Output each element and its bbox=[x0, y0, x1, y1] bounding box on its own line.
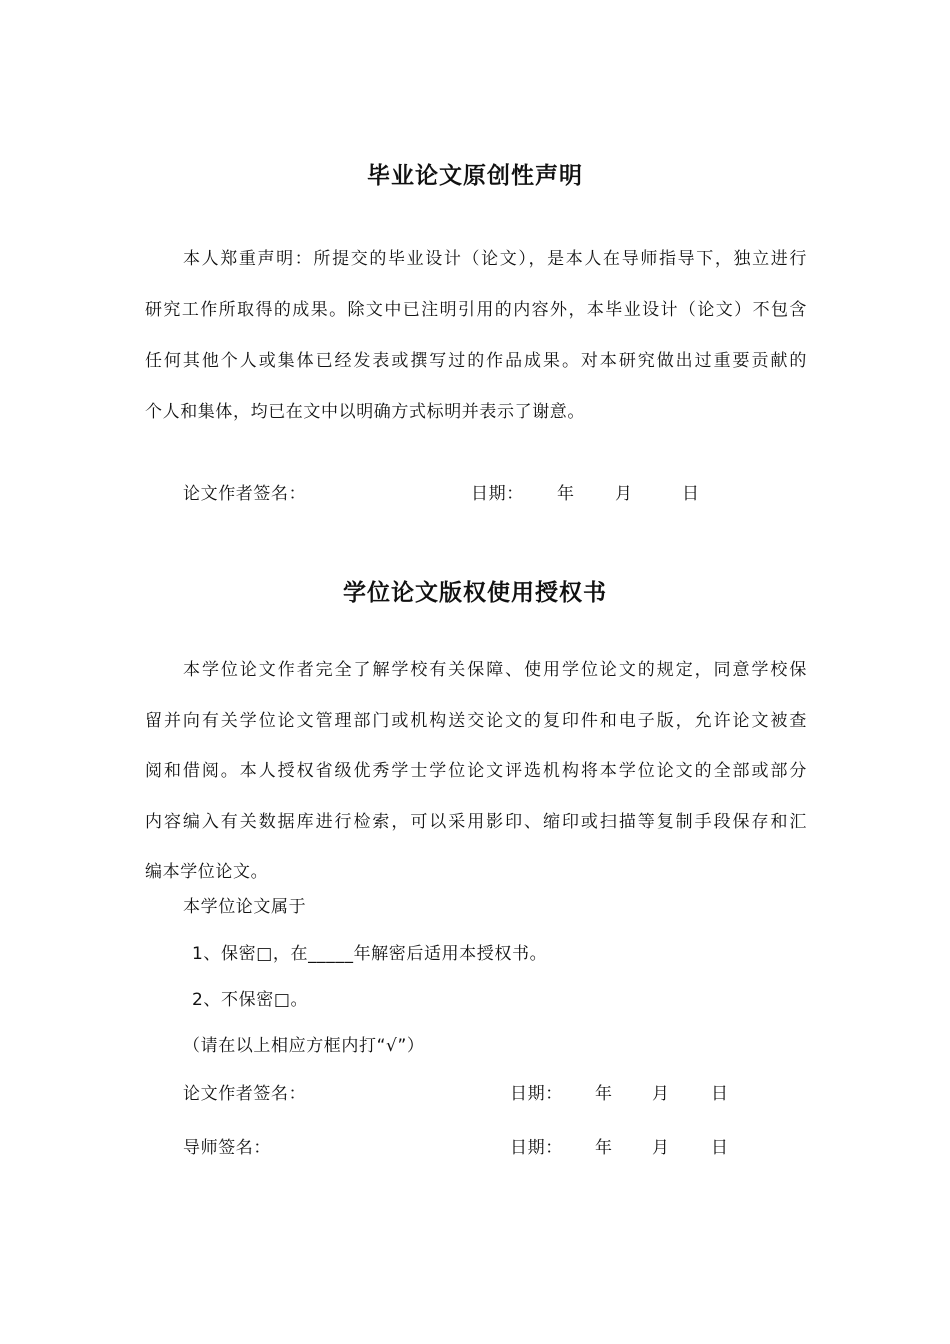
supervisor-year-label: 年 bbox=[595, 1138, 613, 1158]
declaration-year-label: 年 bbox=[557, 484, 575, 504]
authorization-author-date-label: 日期： bbox=[510, 1084, 563, 1104]
authorization-title: 学位论文版权使用授权书 bbox=[343, 580, 607, 606]
declaration-line: 个人和集体，均已在文中以明确方式标明并表示了谢意。 bbox=[145, 402, 585, 422]
declaration-author-signature-label: 论文作者签名： bbox=[183, 484, 307, 504]
declaration-title: 毕业论文原创性声明 bbox=[367, 163, 583, 189]
declaration-month-label: 月 bbox=[615, 484, 633, 504]
checkbox-instruction-note: （请在以上相应方框内打“√”） bbox=[183, 1036, 425, 1056]
supervisor-date-label: 日期： bbox=[510, 1138, 563, 1158]
declaration-body bbox=[145, 234, 807, 438]
authorization-line: 阅和借阅。本人授权省级优秀学士学位论文评选机构将本学位论文的全部或部分 bbox=[145, 761, 807, 781]
authorization-author-year-label: 年 bbox=[595, 1084, 613, 1104]
option-confidential: 1、保密□，在_____年解密后适用本授权书。 bbox=[192, 944, 548, 964]
authorization-line: 内容编入有关数据库进行检索，可以采用影印、缩印或扫描等复制手段保存和汇 bbox=[145, 811, 807, 832]
authorization-author-month-label: 月 bbox=[652, 1084, 670, 1104]
authorization-line: 编本学位论文。 bbox=[145, 862, 269, 882]
authorization-line: 留并向有关学位论文管理部门或机构送交论文的复印件和电子版，允许论文被查 bbox=[145, 710, 807, 731]
thesis-category-label: 本学位论文属于 bbox=[183, 897, 307, 917]
authorization-body bbox=[145, 645, 807, 898]
authorization-author-signature-label: 论文作者签名： bbox=[183, 1084, 307, 1104]
authorization-line: 本学位论文作者完全了解学校有关保障、使用学位论文的规定，同意学校保 bbox=[183, 660, 807, 680]
declaration-line: 研究工作所取得的成果。除文中已注明引用的内容外，本毕业设计（论文）不包含 bbox=[145, 300, 807, 320]
supervisor-signature-label: 导师签名： bbox=[183, 1138, 271, 1158]
option-not-confidential: 2、不保密□。 bbox=[192, 990, 309, 1010]
supervisor-day-label: 日 bbox=[711, 1138, 729, 1158]
declaration-line: 任何其他个人或集体已经发表或撰写过的作品成果。对本研究做出过重要贡献的 bbox=[145, 351, 807, 371]
declaration-line: 本人郑重声明：所提交的毕业设计（论文），是本人在导师指导下，独立进行 bbox=[183, 249, 807, 269]
authorization-author-day-label: 日 bbox=[711, 1084, 729, 1104]
supervisor-month-label: 月 bbox=[652, 1138, 670, 1158]
declaration-date-label: 日期： bbox=[471, 484, 524, 504]
declaration-day-label: 日 bbox=[682, 484, 700, 504]
